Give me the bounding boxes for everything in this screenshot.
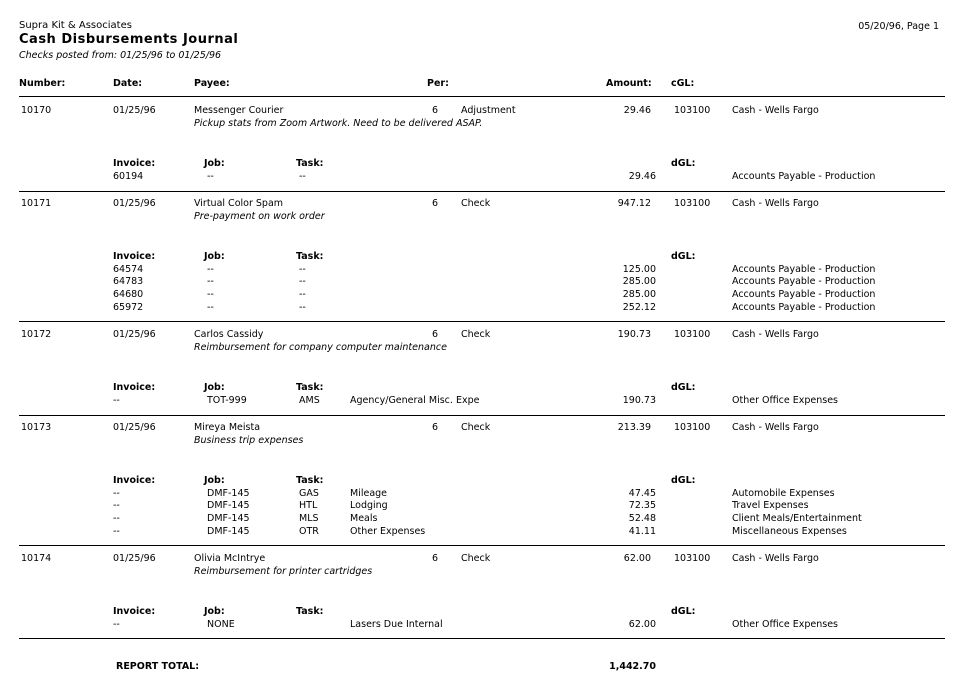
check-per: 6 [432,553,439,564]
line-invoice: 65972 [113,301,144,313]
check-account: Cash - Wells Fargo [732,198,819,209]
line-amount: 29.46 [628,170,656,182]
detail-header-job: Job: [204,158,225,169]
line-job: -- [207,263,214,275]
check-type: Check [461,422,491,433]
line-invoice: -- [113,513,120,525]
check-memo: Reimbursement for printer cartridges [194,565,373,577]
detail-header-task: Task: [296,158,324,169]
detail-header-dgl: dGL: [671,251,696,262]
check-divider [19,415,945,416]
line-desc: Lodging [350,500,388,512]
line-invoice: -- [113,618,120,630]
check-type: Adjustment [461,105,516,116]
line-job: DMF-145 [207,487,250,499]
check-per: 6 [432,198,439,209]
line-invoice: -- [113,525,120,537]
detail-header-job: Job: [204,606,225,617]
company-name: Supra Kit & Associates [19,20,132,31]
col-cgl: cGL: [671,78,695,89]
check-divider [19,321,945,322]
check-date: 01/25/96 [113,553,156,564]
line-job: DMF-145 [207,500,250,512]
check-payee: Olivia McIntrye [194,553,266,564]
line-amount: 72.35 [628,500,656,512]
check-amount: 190.73 [617,329,651,340]
detail-header-task: Task: [296,606,324,617]
line-desc: Agency/General Misc. Expe [350,394,480,406]
line-account: Accounts Payable - Production [732,276,876,288]
line-task: OTR [299,525,319,537]
line-desc: Other Expenses [350,525,426,537]
line-account: Other Office Expenses [732,618,839,630]
check-amount: 29.46 [623,105,651,116]
check-date: 01/25/96 [113,329,156,340]
detail-header-dgl: dGL: [671,606,696,617]
check-cgl: 103100 [674,198,711,209]
check-account: Cash - Wells Fargo [732,105,819,116]
report-title: Cash Disbursements Journal [19,32,239,47]
line-job: DMF-145 [207,513,250,525]
detail-header-invoice: Invoice: [113,606,156,617]
check-number: 10174 [21,553,52,564]
line-account: Automobile Expenses [732,487,835,499]
check-type: Check [461,198,491,209]
check-type: Check [461,553,491,564]
date-page: 05/20/96, Page 1 [858,21,939,32]
check-number: 10173 [21,422,52,433]
check-date: 01/25/96 [113,198,156,209]
check-account: Cash - Wells Fargo [732,329,819,340]
check-cgl: 103100 [674,553,711,564]
detail-header-invoice: Invoice: [113,158,156,169]
line-invoice: 64680 [113,289,144,301]
line-account: Accounts Payable - Production [732,170,876,182]
report-subtitle: Checks posted from: 01/25/96 to 01/25/96 [19,50,222,61]
line-account: Accounts Payable - Production [732,301,876,313]
detail-header-job: Job: [204,475,225,486]
line-account: Client Meals/Entertainment [732,513,862,525]
line-task: -- [299,289,306,301]
check-per: 6 [432,422,439,433]
line-task: -- [299,276,306,288]
line-job: -- [207,276,214,288]
check-payee: Carlos Cassidy [194,329,264,340]
check-payee: Messenger Courier [194,105,284,116]
detail-header-job: Job: [204,251,225,262]
check-amount: 947.12 [617,198,651,209]
line-account: Other Office Expenses [732,394,839,406]
line-amount: 62.00 [628,618,656,630]
line-invoice: -- [113,500,120,512]
line-task: MLS [299,513,319,525]
check-memo: Pickup stats from Zoom Artwork. Need to be delivered ASAP. [194,117,483,129]
line-job: NONE [207,618,235,630]
check-number: 10170 [21,105,52,116]
report-total-label: REPORT TOTAL: [116,661,200,672]
line-account: Travel Expenses [732,500,809,512]
detail-header-dgl: dGL: [671,158,696,169]
detail-header-invoice: Invoice: [113,475,156,486]
col-number: Number: [19,78,66,89]
line-task: AMS [299,394,320,406]
line-task: -- [299,263,306,275]
detail-header-task: Task: [296,475,324,486]
check-cgl: 103100 [674,422,711,433]
line-account: Accounts Payable - Production [732,289,876,301]
detail-header-task: Task: [296,382,324,393]
check-memo: Pre-payment on work order [194,210,325,222]
line-invoice: -- [113,394,120,406]
check-divider [19,545,945,546]
detail-header-dgl: dGL: [671,382,696,393]
check-cgl: 103100 [674,105,711,116]
check-divider [19,191,945,192]
line-desc: Meals [350,513,378,525]
line-task: -- [299,170,306,182]
check-per: 6 [432,105,439,116]
line-task: -- [299,301,306,313]
check-per: 6 [432,329,439,340]
line-job: DMF-145 [207,525,250,537]
line-account: Accounts Payable - Production [732,263,876,275]
line-invoice: 64574 [113,263,144,275]
col-per: Per: [427,78,449,89]
line-invoice: 64783 [113,276,144,288]
check-cgl: 103100 [674,329,711,340]
check-number: 10171 [21,198,52,209]
check-date: 01/25/96 [113,105,156,116]
col-amount: Amount: [606,78,652,89]
detail-header-job: Job: [204,382,225,393]
header-divider [19,96,945,97]
line-desc: Mileage [350,487,388,499]
check-divider [19,638,945,639]
line-job: TOT-999 [207,394,247,406]
line-task: HTL [299,500,318,512]
line-amount: 252.12 [622,301,656,313]
line-amount: 41.11 [628,525,656,537]
line-amount: 190.73 [622,394,656,406]
check-payee: Mireya Meista [194,422,261,433]
line-account: Miscellaneous Expenses [732,525,847,537]
check-type: Check [461,329,491,340]
detail-header-invoice: Invoice: [113,251,156,262]
check-date: 01/25/96 [113,422,156,433]
line-amount: 125.00 [622,263,656,275]
check-amount: 62.00 [623,553,651,564]
check-number: 10172 [21,329,52,340]
check-account: Cash - Wells Fargo [732,553,819,564]
detail-header-task: Task: [296,251,324,262]
detail-header-invoice: Invoice: [113,382,156,393]
check-memo: Business trip expenses [194,434,304,446]
line-amount: 47.45 [628,487,656,499]
col-date: Date: [113,78,143,89]
report-total-amount: 1,442.70 [609,661,656,672]
col-payee: Payee: [194,78,230,89]
check-account: Cash - Wells Fargo [732,422,819,433]
line-amount: 285.00 [622,276,656,288]
line-job: -- [207,289,214,301]
line-amount: 285.00 [622,289,656,301]
line-job: -- [207,170,214,182]
line-task: GAS [299,487,319,499]
line-desc: Lasers Due Internal [350,618,443,630]
check-payee: Virtual Color Spam [194,198,284,209]
line-job: -- [207,301,214,313]
check-memo: Reimbursement for company computer maintenance [194,341,447,353]
check-amount: 213.39 [617,422,651,433]
line-amount: 52.48 [628,513,656,525]
detail-header-dgl: dGL: [671,475,696,486]
line-invoice: -- [113,487,120,499]
line-invoice: 60194 [113,170,144,182]
